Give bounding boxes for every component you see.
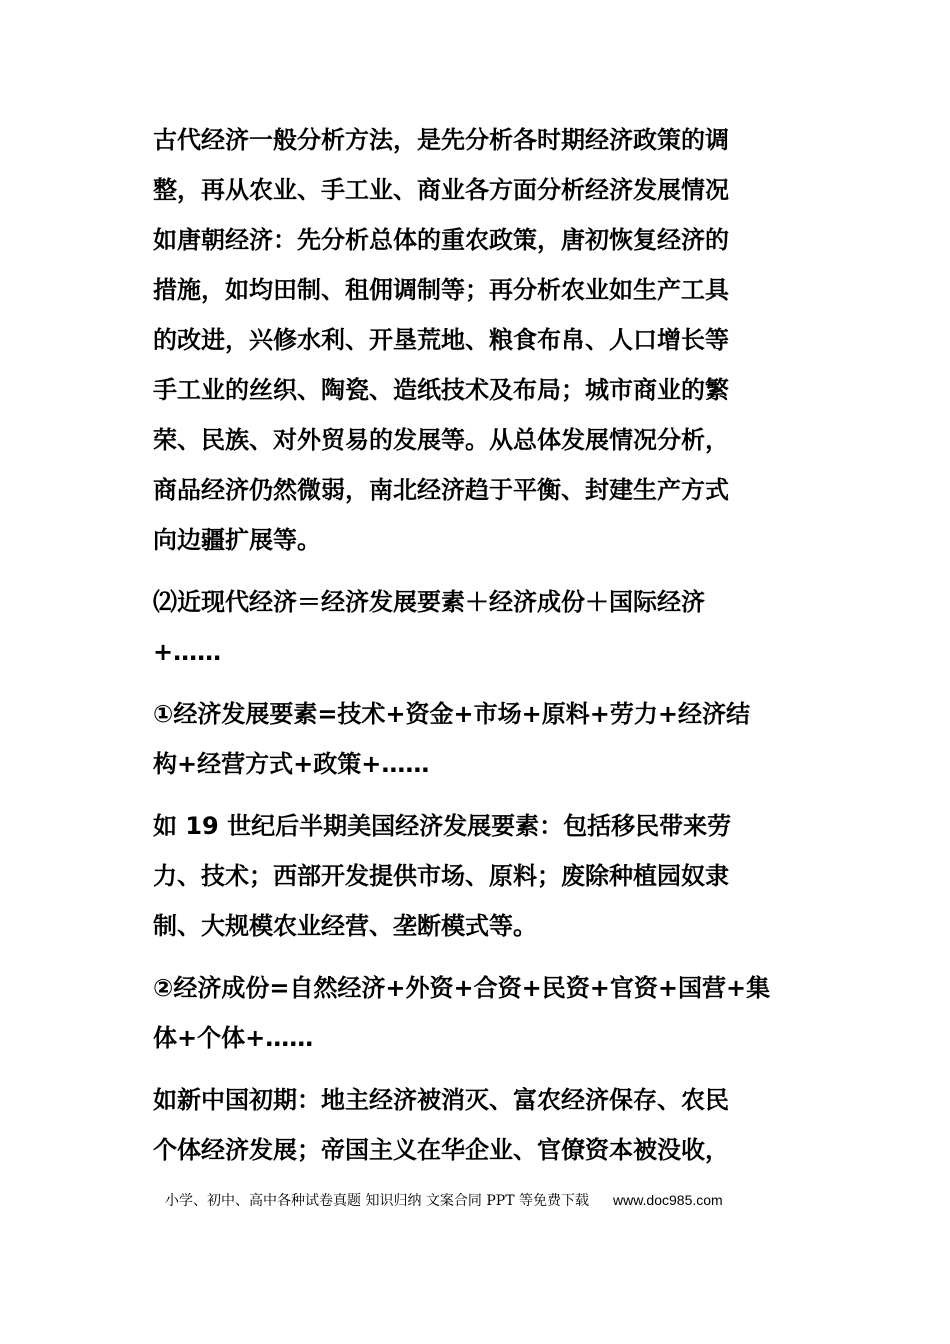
text-line: 向边疆扩展等。: [153, 526, 321, 554]
text-line: ①经济发展要素=技术+资金+市场+原料+劳力+经济结: [153, 700, 750, 728]
text-line: 力、技术；西部开发提供市场、原料；废除种植园奴隶: [153, 862, 729, 890]
text-line: 如唐朝经济：先分析总体的重农政策，唐初恢复经济的: [153, 226, 729, 254]
page-footer: [165, 1190, 805, 1211]
text-line: 商品经济仍然微弱，南北经济趋于平衡、封建生产方式: [153, 476, 729, 504]
text-line: 古代经济一般分析方法，是先分析各时期经济政策的调: [153, 126, 729, 154]
text-line: 个体经济发展；帝国主义在华企业、官僚资本被没收，: [153, 1136, 729, 1164]
text-line: ⑵近现代经济＝经济发展要素＋经济成份＋国际经济: [153, 588, 705, 616]
paragraph-ancient-economy: [153, 115, 803, 565]
text-line: 整，再从农业、手工业、商业各方面分析经济发展情况: [153, 176, 729, 204]
text-line: 体+个体+……: [153, 1024, 314, 1052]
text-line: 如新中国初期：地主经济被消灭、富农经济保存、农民: [153, 1086, 729, 1114]
text-line: 的改进，兴修水利、开垦荒地、粮食布帛、人口增长等: [153, 326, 729, 354]
text-line: 措施，如均田制、租佣调制等；再分析农业如生产工具: [153, 276, 729, 304]
paragraph-new-china-example: [153, 1075, 803, 1175]
text-line: +……: [153, 638, 222, 666]
text-line: 荣、民族、对外贸易的发展等。从总体发展情况分析，: [153, 426, 729, 454]
text-line: 手工业的丝织、陶瓷、造纸技术及布局；城市商业的繁: [153, 376, 729, 404]
paragraph-economic-components: [153, 963, 803, 1063]
text-line: 制、大规模农业经营、垄断模式等。: [153, 912, 537, 940]
document-body: [153, 115, 803, 1175]
paragraph-development-factors: [153, 689, 803, 789]
footer-url[interactable]: www.doc985.com: [612, 1192, 723, 1208]
text-line: 构+经营方式+政策+……: [153, 750, 430, 778]
footer-text: 小学、初中、高中各种试卷真题 知识归纳 文案合同 PPT 等免费下载: [165, 1193, 589, 1209]
paragraph-modern-economy: [153, 577, 803, 677]
paragraph-us-example: [153, 801, 803, 951]
text-line: 如 19 世纪后半期美国经济发展要素：包括移民带来劳: [153, 812, 732, 840]
text-line: ②经济成份=自然经济+外资+合资+民资+官资+国营+集: [153, 974, 771, 1002]
